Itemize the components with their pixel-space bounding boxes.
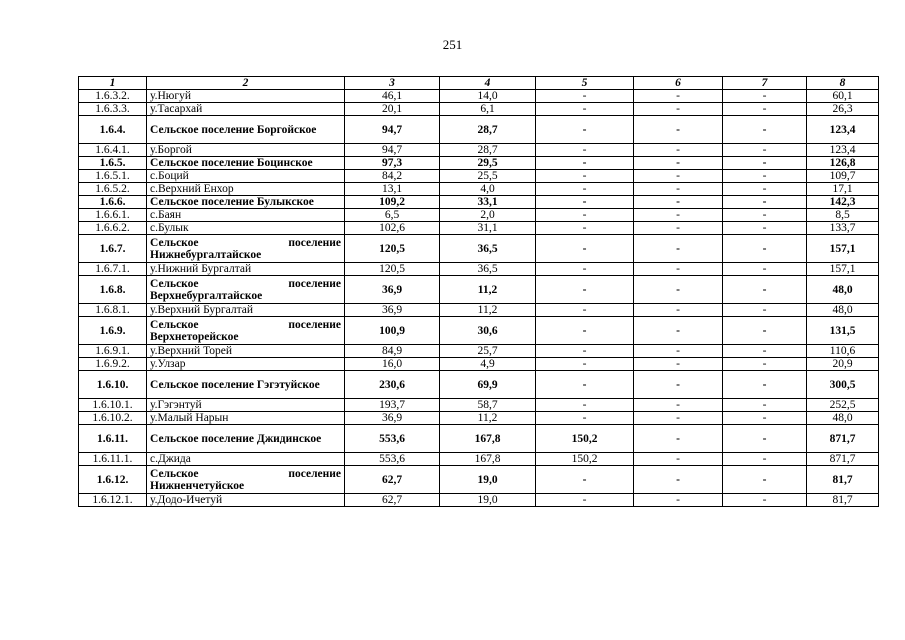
table-row — [79, 222, 879, 235]
value-col-5-cell: - — [536, 222, 634, 235]
value-col-3-cell: 230,6 — [345, 371, 440, 399]
value-col-6-cell: - — [634, 157, 723, 170]
value-col-3-cell: 102,6 — [345, 222, 440, 235]
value-col-8-cell: 131,5 — [807, 317, 879, 345]
value-col-3-cell: 553,6 — [345, 453, 440, 466]
row-name-cell: у.Нюгуй — [147, 90, 345, 103]
value-col-4-cell: 25,7 — [440, 345, 536, 358]
table-row — [79, 90, 879, 103]
page-number: 251 — [442, 37, 463, 52]
value-col-8-cell: 126,8 — [807, 157, 879, 170]
table-row — [79, 494, 879, 507]
table-row — [79, 144, 879, 157]
row-code-cell: 1.6.9.2. — [79, 358, 147, 371]
row-name-cell: Сельское поселение Боргойское — [147, 116, 345, 144]
row-name-cell: Сельское поселение Нижненчетуйское — [147, 466, 345, 494]
header-cell: 3 — [345, 77, 440, 90]
value-col-3-cell: 13,1 — [345, 183, 440, 196]
table-header-row — [79, 77, 879, 90]
value-col-4-cell: 36,5 — [440, 263, 536, 276]
table-row-settlement — [79, 116, 879, 144]
value-col-8-cell: 157,1 — [807, 263, 879, 276]
row-code-cell: 1.6.11. — [79, 425, 147, 453]
row-code-cell: 1.6.5. — [79, 157, 147, 170]
value-col-3-cell: 94,7 — [345, 144, 440, 157]
value-col-5-cell: - — [536, 157, 634, 170]
value-col-7-cell: - — [723, 116, 807, 144]
table-row — [79, 453, 879, 466]
value-col-6-cell: - — [634, 196, 723, 209]
row-code-cell: 1.6.3.2. — [79, 90, 147, 103]
value-col-3-cell: 109,2 — [345, 196, 440, 209]
value-col-3-cell: 120,5 — [345, 263, 440, 276]
value-col-7-cell: - — [723, 412, 807, 425]
value-col-6-cell: - — [634, 466, 723, 494]
value-col-8-cell: 252,5 — [807, 399, 879, 412]
value-col-5-cell: - — [536, 399, 634, 412]
value-col-5-cell: - — [536, 103, 634, 116]
value-col-6-cell: - — [634, 358, 723, 371]
value-col-8-cell: 123,4 — [807, 144, 879, 157]
row-name-cell: Сельское поселение Нижнебургалтайское — [147, 235, 345, 263]
value-col-4-cell: 58,7 — [440, 399, 536, 412]
value-col-5-cell: - — [536, 371, 634, 399]
value-col-3-cell: 94,7 — [345, 116, 440, 144]
value-col-7-cell: - — [723, 358, 807, 371]
row-name-cell: с.Булык — [147, 222, 345, 235]
value-col-8-cell: 157,1 — [807, 235, 879, 263]
table-row-settlement — [79, 425, 879, 453]
value-col-5-cell: - — [536, 183, 634, 196]
value-col-7-cell: - — [723, 425, 807, 453]
row-code-cell: 1.6.6.2. — [79, 222, 147, 235]
table-row — [79, 209, 879, 222]
value-col-5-cell: - — [536, 170, 634, 183]
table-row — [79, 263, 879, 276]
value-col-5-cell: - — [536, 317, 634, 345]
row-name-cell: с.Боций — [147, 170, 345, 183]
value-col-4-cell: 29,5 — [440, 157, 536, 170]
value-col-7-cell: - — [723, 494, 807, 507]
value-col-5-cell: 150,2 — [536, 453, 634, 466]
value-col-6-cell: - — [634, 103, 723, 116]
value-col-7-cell: - — [723, 399, 807, 412]
table-row — [79, 304, 879, 317]
value-col-5-cell: - — [536, 144, 634, 157]
value-col-4-cell: 33,1 — [440, 196, 536, 209]
value-col-7-cell: - — [723, 453, 807, 466]
value-col-7-cell: - — [723, 170, 807, 183]
row-code-cell: 1.6.6.1. — [79, 209, 147, 222]
value-col-3-cell: 193,7 — [345, 399, 440, 412]
row-name-cell: Сельское поселение Верхнебургалтайское — [147, 276, 345, 304]
row-name-cell: Сельское поселение Боцинское — [147, 157, 345, 170]
value-col-6-cell: - — [634, 399, 723, 412]
value-col-5-cell: - — [536, 494, 634, 507]
value-col-5-cell: 150,2 — [536, 425, 634, 453]
row-code-cell: 1.6.10. — [79, 371, 147, 399]
value-col-4-cell: 2,0 — [440, 209, 536, 222]
row-code-cell: 1.6.5.1. — [79, 170, 147, 183]
row-code-cell: 1.6.4.1. — [79, 144, 147, 157]
value-col-7-cell: - — [723, 144, 807, 157]
value-col-6-cell: - — [634, 209, 723, 222]
value-col-4-cell: 11,2 — [440, 412, 536, 425]
table-row — [79, 183, 879, 196]
value-col-8-cell: 133,7 — [807, 222, 879, 235]
value-col-5-cell: - — [536, 345, 634, 358]
value-col-6-cell: - — [634, 235, 723, 263]
row-code-cell: 1.6.9.1. — [79, 345, 147, 358]
value-col-6-cell: - — [634, 304, 723, 317]
value-col-5-cell: - — [536, 304, 634, 317]
row-name-cell: с.Джида — [147, 453, 345, 466]
row-name-cell: Сельское поселение Булыкское — [147, 196, 345, 209]
value-col-6-cell: - — [634, 412, 723, 425]
row-name-cell: с.Верхний Енхор — [147, 183, 345, 196]
row-code-cell: 1.6.4. — [79, 116, 147, 144]
value-col-7-cell: - — [723, 263, 807, 276]
value-col-8-cell: 110,6 — [807, 345, 879, 358]
table-row-settlement — [79, 371, 879, 399]
table-row — [79, 103, 879, 116]
value-col-6-cell: - — [634, 371, 723, 399]
value-col-6-cell: - — [634, 345, 723, 358]
table-row-settlement — [79, 317, 879, 345]
value-col-8-cell: 8,5 — [807, 209, 879, 222]
row-name-cell: у.Улзар — [147, 358, 345, 371]
data-table — [78, 76, 879, 507]
row-name-cell: у.Додо-Ичетуй — [147, 494, 345, 507]
value-col-8-cell: 60,1 — [807, 90, 879, 103]
value-col-8-cell: 48,0 — [807, 412, 879, 425]
value-col-7-cell: - — [723, 183, 807, 196]
value-col-3-cell: 84,2 — [345, 170, 440, 183]
table-row — [79, 170, 879, 183]
row-code-cell: 1.6.3.3. — [79, 103, 147, 116]
table-row — [79, 345, 879, 358]
table-row — [79, 358, 879, 371]
value-col-3-cell: 46,1 — [345, 90, 440, 103]
value-col-5-cell: - — [536, 466, 634, 494]
value-col-6-cell: - — [634, 317, 723, 345]
value-col-3-cell: 120,5 — [345, 235, 440, 263]
row-name-cell: Сельское поселение Гэгэтуйское — [147, 371, 345, 399]
value-col-5-cell: - — [536, 209, 634, 222]
value-col-7-cell: - — [723, 371, 807, 399]
table-row — [79, 412, 879, 425]
value-col-3-cell: 36,9 — [345, 276, 440, 304]
value-col-4-cell: 11,2 — [440, 304, 536, 317]
value-col-6-cell: - — [634, 425, 723, 453]
value-col-7-cell: - — [723, 276, 807, 304]
value-col-4-cell: 36,5 — [440, 235, 536, 263]
table-body — [79, 90, 879, 507]
row-name-cell: у.Малый Нарын — [147, 412, 345, 425]
value-col-8-cell: 17,1 — [807, 183, 879, 196]
value-col-8-cell: 871,7 — [807, 453, 879, 466]
value-col-8-cell: 26,3 — [807, 103, 879, 116]
value-col-4-cell: 19,0 — [440, 494, 536, 507]
value-col-6-cell: - — [634, 170, 723, 183]
value-col-6-cell: - — [634, 276, 723, 304]
row-code-cell: 1.6.6. — [79, 196, 147, 209]
value-col-5-cell: - — [536, 276, 634, 304]
table-row-settlement — [79, 157, 879, 170]
value-col-7-cell: - — [723, 196, 807, 209]
value-col-7-cell: - — [723, 103, 807, 116]
header-cell: 8 — [807, 77, 879, 90]
table-row-settlement — [79, 276, 879, 304]
value-col-7-cell: - — [723, 317, 807, 345]
row-code-cell: 1.6.8. — [79, 276, 147, 304]
value-col-7-cell: - — [723, 222, 807, 235]
value-col-3-cell: 36,9 — [345, 412, 440, 425]
row-code-cell: 1.6.10.2. — [79, 412, 147, 425]
value-col-4-cell: 25,5 — [440, 170, 536, 183]
table-row-settlement — [79, 235, 879, 263]
value-col-5-cell: - — [536, 358, 634, 371]
header-cell: 2 — [147, 77, 345, 90]
value-col-6-cell: - — [634, 116, 723, 144]
value-col-4-cell: 14,0 — [440, 90, 536, 103]
value-col-4-cell: 30,6 — [440, 317, 536, 345]
row-code-cell: 1.6.12.1. — [79, 494, 147, 507]
value-col-3-cell: 97,3 — [345, 157, 440, 170]
value-col-7-cell: - — [723, 345, 807, 358]
value-col-8-cell: 123,4 — [807, 116, 879, 144]
row-code-cell: 1.6.11.1. — [79, 453, 147, 466]
value-col-3-cell: 16,0 — [345, 358, 440, 371]
value-col-6-cell: - — [634, 263, 723, 276]
value-col-5-cell: - — [536, 263, 634, 276]
row-name-cell: у.Тасархай — [147, 103, 345, 116]
value-col-5-cell: - — [536, 412, 634, 425]
header-cell: 6 — [634, 77, 723, 90]
value-col-8-cell: 20,9 — [807, 358, 879, 371]
row-name-cell: Сельское поселение Верхнеторейское — [147, 317, 345, 345]
value-col-6-cell: - — [634, 183, 723, 196]
value-col-3-cell: 100,9 — [345, 317, 440, 345]
value-col-7-cell: - — [723, 466, 807, 494]
row-name-cell: с.Баян — [147, 209, 345, 222]
value-col-8-cell: 300,5 — [807, 371, 879, 399]
value-col-8-cell: 109,7 — [807, 170, 879, 183]
row-code-cell: 1.6.5.2. — [79, 183, 147, 196]
value-col-4-cell: 28,7 — [440, 116, 536, 144]
value-col-4-cell: 4,0 — [440, 183, 536, 196]
value-col-6-cell: - — [634, 222, 723, 235]
value-col-3-cell: 20,1 — [345, 103, 440, 116]
value-col-8-cell: 871,7 — [807, 425, 879, 453]
value-col-6-cell: - — [634, 494, 723, 507]
header-cell: 7 — [723, 77, 807, 90]
row-name-cell: Сельское поселение Джидинское — [147, 425, 345, 453]
value-col-8-cell: 48,0 — [807, 304, 879, 317]
value-col-4-cell: 19,0 — [440, 466, 536, 494]
value-col-5-cell: - — [536, 235, 634, 263]
value-col-3-cell: 62,7 — [345, 494, 440, 507]
row-name-cell: у.Боргой — [147, 144, 345, 157]
value-col-4-cell: 69,9 — [440, 371, 536, 399]
row-code-cell: 1.6.7. — [79, 235, 147, 263]
row-name-cell: у.Нижний Бургалтай — [147, 263, 345, 276]
row-name-cell: у.Гэгэнтуй — [147, 399, 345, 412]
header-cell: 4 — [440, 77, 536, 90]
row-code-cell: 1.6.9. — [79, 317, 147, 345]
value-col-3-cell: 36,9 — [345, 304, 440, 317]
value-col-3-cell: 553,6 — [345, 425, 440, 453]
value-col-5-cell: - — [536, 90, 634, 103]
value-col-4-cell: 4,9 — [440, 358, 536, 371]
value-col-6-cell: - — [634, 90, 723, 103]
value-col-4-cell: 11,2 — [440, 276, 536, 304]
value-col-7-cell: - — [723, 209, 807, 222]
value-col-8-cell: 81,7 — [807, 494, 879, 507]
table-row-settlement — [79, 196, 879, 209]
value-col-4-cell: 167,8 — [440, 425, 536, 453]
value-col-4-cell: 6,1 — [440, 103, 536, 116]
table-row-settlement — [79, 466, 879, 494]
row-code-cell: 1.6.7.1. — [79, 263, 147, 276]
value-col-4-cell: 31,1 — [440, 222, 536, 235]
value-col-8-cell: 48,0 — [807, 276, 879, 304]
value-col-4-cell: 28,7 — [440, 144, 536, 157]
row-name-cell: у.Верхний Торей — [147, 345, 345, 358]
value-col-6-cell: - — [634, 144, 723, 157]
value-col-3-cell: 62,7 — [345, 466, 440, 494]
value-col-8-cell: 142,3 — [807, 196, 879, 209]
row-code-cell: 1.6.10.1. — [79, 399, 147, 412]
value-col-7-cell: - — [723, 304, 807, 317]
value-col-7-cell: - — [723, 235, 807, 263]
header-cell: 1 — [79, 77, 147, 90]
row-code-cell: 1.6.8.1. — [79, 304, 147, 317]
value-col-5-cell: - — [536, 116, 634, 144]
row-code-cell: 1.6.12. — [79, 466, 147, 494]
value-col-7-cell: - — [723, 90, 807, 103]
value-col-5-cell: - — [536, 196, 634, 209]
value-col-8-cell: 81,7 — [807, 466, 879, 494]
row-name-cell: у.Верхний Бургалтай — [147, 304, 345, 317]
value-col-7-cell: - — [723, 157, 807, 170]
value-col-6-cell: - — [634, 453, 723, 466]
value-col-3-cell: 84,9 — [345, 345, 440, 358]
header-cell: 5 — [536, 77, 634, 90]
value-col-4-cell: 167,8 — [440, 453, 536, 466]
value-col-3-cell: 6,5 — [345, 209, 440, 222]
table-row — [79, 399, 879, 412]
